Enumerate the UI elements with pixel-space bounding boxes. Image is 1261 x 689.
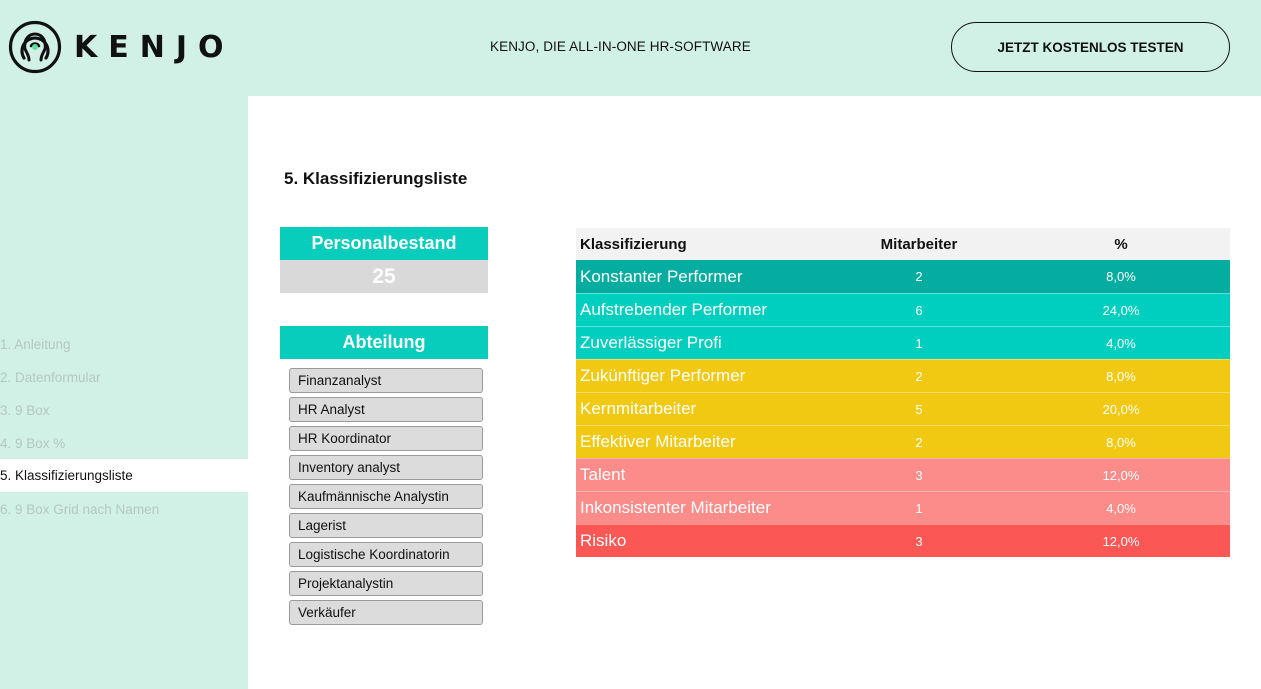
sidebar-item-9-box[interactable]: 3. 9 Box xyxy=(0,403,50,418)
percentage: 12,0% xyxy=(1102,467,1140,483)
slicer-item-logistische-koordinatorin[interactable]: Logistische Koordinatorin xyxy=(289,542,483,567)
percentage: 20,0% xyxy=(1102,401,1140,417)
kenjo-logo-icon xyxy=(8,20,62,74)
table-row xyxy=(576,491,1230,524)
sidebar-item-9-box-percent[interactable]: 4. 9 Box % xyxy=(0,436,66,451)
slicer-item-finanzanalyst[interactable]: Finanzanalyst xyxy=(289,368,483,393)
slicer-item-hr-koordinator[interactable]: HR Koordinator xyxy=(289,426,483,451)
kenjo-logo[interactable] xyxy=(8,20,235,74)
classification-name: Effektiver Mitarbeiter xyxy=(580,432,736,451)
table-row xyxy=(576,293,1230,326)
percentage: 12,0% xyxy=(1102,533,1140,549)
employee-count: 5 xyxy=(915,401,923,417)
slicer-item-lagerist[interactable]: Lagerist xyxy=(289,513,483,538)
table-row xyxy=(576,392,1230,425)
table-row xyxy=(576,458,1230,491)
employee-count: 2 xyxy=(915,434,923,450)
brand-name: KENJO xyxy=(74,29,235,65)
header-klassifizierung: Klassifizierung xyxy=(580,235,687,253)
page-title: 5. Klassifizierungsliste xyxy=(284,169,468,188)
percentage: 8,0% xyxy=(1106,434,1136,450)
classification-name: Konstanter Performer xyxy=(580,266,743,286)
percentage: 8,0% xyxy=(1106,368,1136,384)
employee-count: 3 xyxy=(915,467,923,483)
table-header xyxy=(576,228,1230,260)
classification-name: Zuverlässiger Profi xyxy=(580,333,722,352)
sidebar-item-datenformular[interactable]: 2. Datenformular xyxy=(0,370,101,385)
table-row xyxy=(576,359,1230,392)
department-slicer-header: Abteilung xyxy=(280,326,488,359)
slicer-item-kaufmaennische-analystin[interactable]: Kaufmännische Analystin xyxy=(289,484,483,509)
sidebar-nav xyxy=(0,96,248,689)
header-mitarbeiter: Mitarbeiter xyxy=(880,235,958,253)
slicer-item-inventory-analyst[interactable]: Inventory analyst xyxy=(289,455,483,480)
sidebar-item-klassifizierungsliste[interactable]: 5. Klassifizierungsliste xyxy=(0,459,248,492)
main-content xyxy=(248,96,1261,689)
sidebar-item-9-box-grid-namen[interactable]: 6. 9 Box Grid nach Namen xyxy=(0,502,160,517)
free-trial-button[interactable]: JETZT KOSTENLOS TESTEN xyxy=(951,22,1230,72)
table-row xyxy=(576,260,1230,293)
table-row xyxy=(576,425,1230,458)
percentage: 4,0% xyxy=(1106,500,1136,516)
classification-name: Aufstrebender Performer xyxy=(580,300,768,319)
classification-name: Inkonsistenter Mitarbeiter xyxy=(580,498,771,517)
classification-name: Talent xyxy=(580,465,626,484)
percentage: 24,0% xyxy=(1102,302,1140,318)
table-row xyxy=(576,524,1230,557)
classification-name: Zukünftiger Performer xyxy=(580,366,746,385)
tagline: KENJO, DIE ALL-IN-ONE HR-SOFTWARE xyxy=(490,39,751,54)
slicer-item-hr-analyst[interactable]: HR Analyst xyxy=(289,397,483,422)
employee-count: 3 xyxy=(915,533,923,549)
employee-count: 2 xyxy=(915,368,923,384)
employee-count: 6 xyxy=(915,302,923,318)
headcount-value: 25 xyxy=(280,260,488,293)
table-row xyxy=(576,326,1230,359)
employee-count: 2 xyxy=(915,269,923,284)
sidebar-item-anleitung[interactable]: 1. Anleitung xyxy=(0,337,71,352)
slicer-item-projektanalystin[interactable]: Projektanalystin xyxy=(289,571,483,596)
employee-count: 1 xyxy=(915,335,923,351)
slicer-item-verkaeufer[interactable]: Verkäufer xyxy=(289,600,483,625)
percentage: 8,0% xyxy=(1106,269,1136,284)
classification-name: Risiko xyxy=(580,531,627,550)
top-header xyxy=(0,0,1261,96)
classification-name: Kernmitarbeiter xyxy=(580,399,697,418)
percentage: 4,0% xyxy=(1106,335,1136,351)
classification-table xyxy=(576,228,1230,557)
headcount-label: Personalbestand xyxy=(280,227,488,260)
employee-count: 1 xyxy=(915,500,923,516)
header-percent: % xyxy=(1114,235,1128,253)
